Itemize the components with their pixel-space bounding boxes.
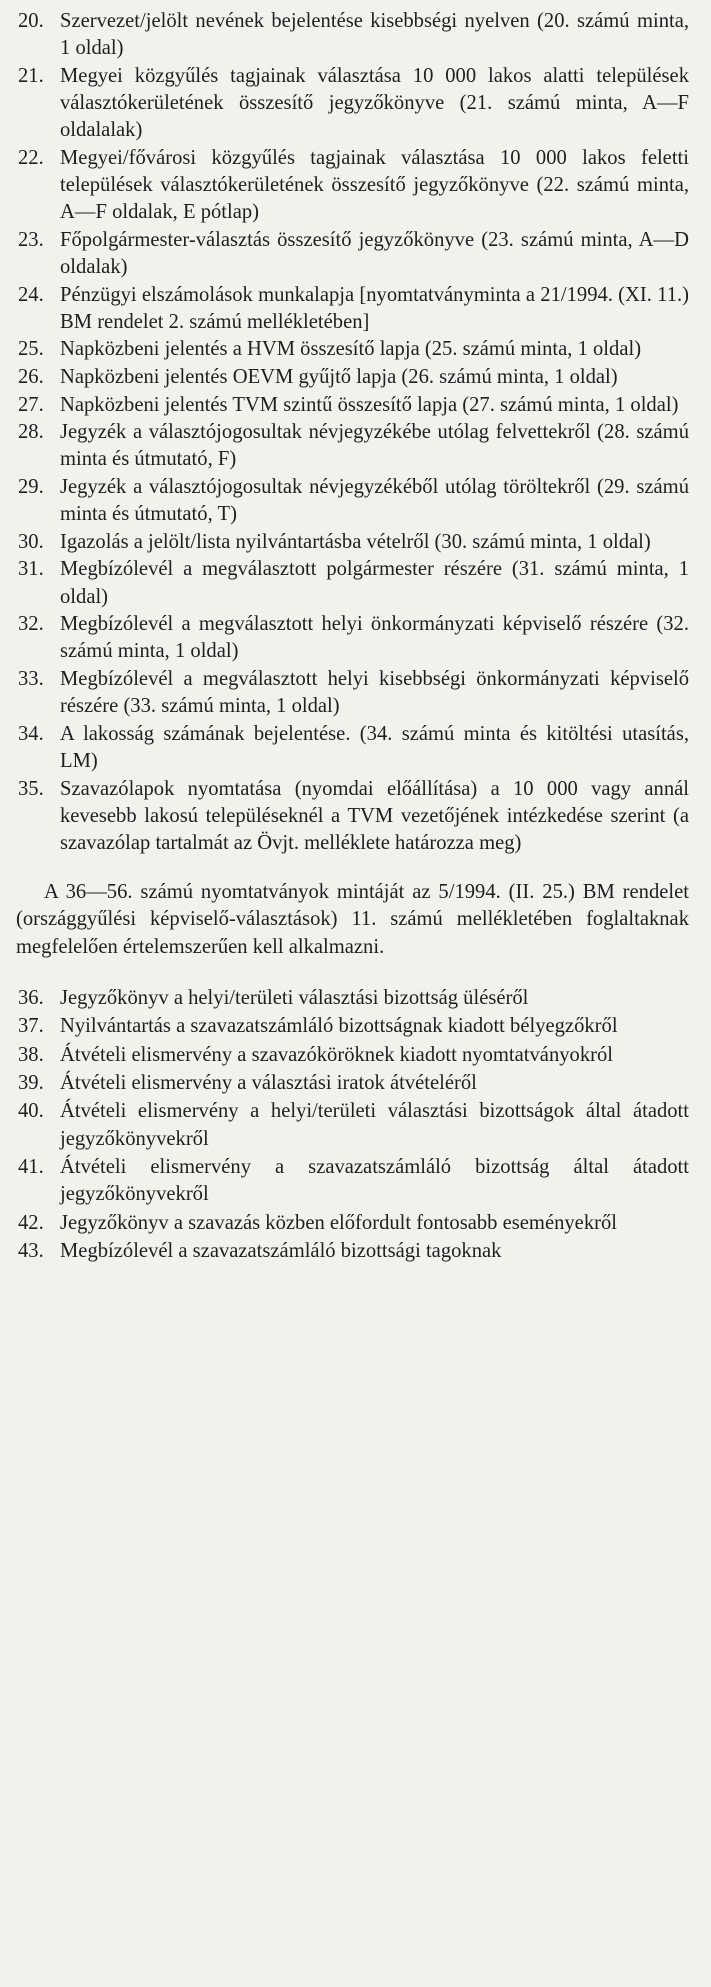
item-number: 28. <box>18 421 44 444</box>
item-text: Főpolgármester-választás összesítő jegyzőkönyve (23. számú minta, A—D oldalak) <box>60 228 689 278</box>
list-item <box>16 1238 689 1265</box>
item-text: Megbízólevél a megválasztott polgármester részére (31. számú minta, 1 oldal) <box>60 558 689 608</box>
item-number: 33. <box>18 667 44 690</box>
item-text: Megyei közgyűlés tagjainak választása 10 000 lakos alatti települések választókerületének összesítő jegyzőkönyve (21. számú minta, A—F oldalalak) <box>60 64 689 142</box>
item-text: Átvételi elismervény a választási iratok átvételéről <box>60 1071 477 1094</box>
item-text: A lakosság számának bejelentése. (34. számú minta és kitöltési utasítás, LM) <box>60 722 689 772</box>
item-text: Megyei/fővárosi közgyűlés tagjainak választása 10 000 lakos feletti települések választókerületének összesítő jegyzőkönyve (22. számú minta, A—F oldalak, E pótlap) <box>60 146 689 224</box>
list-item <box>16 1154 689 1208</box>
item-text: Megbízólevél a szavazatszámláló bizottsági tagoknak <box>60 1239 502 1262</box>
list-item <box>16 419 689 473</box>
item-text: Napközbeni jelentés TVM szintű összesítő lapja (27. számú minta, 1 oldal) <box>60 393 679 416</box>
list-item <box>16 776 689 858</box>
item-number: 20. <box>18 10 44 32</box>
list-item <box>16 145 689 227</box>
item-text: Szervezet/jelölt nevének bejelentése kisebbségi nyelven (20. számú minta, 1 oldal) <box>60 10 689 60</box>
list-item <box>16 364 689 391</box>
item-number: 31. <box>18 558 44 581</box>
item-number: 36. <box>18 986 44 1009</box>
item-text: Jegyzőkönyv a helyi/területi választási bizottság üléséről <box>60 986 529 1009</box>
list-item <box>16 63 689 145</box>
list-item <box>16 529 689 556</box>
item-number: 24. <box>18 283 44 306</box>
item-text: Átvételi elismervény a szavazóköröknek kiadott nyomtatványokról <box>60 1043 614 1066</box>
item-number: 25. <box>18 338 44 361</box>
list-item <box>16 721 689 775</box>
list-item <box>16 392 689 419</box>
item-number: 27. <box>18 393 44 416</box>
list-item <box>16 556 689 610</box>
list-item <box>16 985 689 1012</box>
item-text: Jegyzék a választójogosultak névjegyzékéből utólag töröltekről (29. számú minta és útmutató, T) <box>60 475 689 526</box>
item-text: Megbízólevél a megválasztott helyi önkormányzati képviselő részére (32. számú minta, 1 oldal) <box>60 613 689 663</box>
item-number: 30. <box>18 530 44 553</box>
item-number: 41. <box>18 1155 44 1178</box>
item-number: 42. <box>18 1211 44 1234</box>
list-item <box>16 1013 689 1040</box>
item-number: 26. <box>18 365 44 388</box>
item-number: 38. <box>18 1043 44 1066</box>
item-number: 39. <box>18 1071 44 1094</box>
item-number: 34. <box>18 722 44 745</box>
list-item <box>16 282 689 336</box>
item-number: 35. <box>18 777 44 800</box>
item-text: Jegyzék a választójogosultak névjegyzékébe utólag felvettekről (28. számú minta és útmutató, F) <box>60 421 689 471</box>
item-number: 22. <box>18 146 44 169</box>
body-paragraph: A 36—56. számú nyomtatványok mintáját az 5/1994. (II. 25.) BM rendelet (országgyűlési képviselő-választások) 11. számú mellékletében foglaltaknak megfelelően értelemszerűen kell alkalmazni. <box>16 881 689 958</box>
list-item <box>16 474 689 528</box>
item-number: 37. <box>18 1015 44 1038</box>
item-text: Megbízólevél a megválasztott helyi kisebbségi önkormányzati képviselő részére (33. számú minta, 1 oldal) <box>60 667 689 718</box>
item-text: Napközbeni jelentés OEVM gyűjtő lapja (26. számú minta, 1 oldal) <box>60 365 618 388</box>
form-list-b <box>16 985 689 1265</box>
list-item <box>16 1042 689 1069</box>
list-item <box>16 227 689 281</box>
item-text: Pénzügyi elszámolások munkalapja [nyomtatványminta a 21/1994. (XI. 11.) BM rendelet 2. számú mellékletében] <box>60 283 689 333</box>
item-number: 40. <box>18 1100 44 1123</box>
item-number: 21. <box>18 64 44 87</box>
item-number: 23. <box>18 228 44 251</box>
item-text: Igazolás a jelölt/lista nyilvántartásba vételről (30. számú minta, 1 oldal) <box>60 530 651 553</box>
list-item <box>16 8 689 62</box>
item-text: Jegyzőkönyv a szavazás közben előfordult fontosabb eseményekről <box>60 1211 617 1234</box>
item-number: 29. <box>18 475 44 498</box>
list-item <box>16 1070 689 1097</box>
form-list-a <box>16 8 689 857</box>
item-text: Szavazólapok nyomtatása (nyomdai előállítása) a 10 000 vagy annál kevesebb lakosú településeknél a TVM vezetőjének intézkedése szerint (a szavazólap tartalmát az Övjt. melléklete határozza meg) <box>60 777 689 854</box>
item-text: Átvételi elismervény a szavazatszámláló bizottság által átadott jegyzőkönyvekről <box>60 1155 689 1206</box>
list-item <box>16 611 689 665</box>
item-text: Átvételi elismervény a helyi/területi választási bizottságok által átadott jegyzőkönyvekről <box>60 1100 689 1150</box>
list-item <box>16 1210 689 1237</box>
item-number: 43. <box>18 1239 44 1262</box>
list-item <box>16 1098 689 1152</box>
list-item <box>16 666 689 720</box>
item-number: 32. <box>18 613 44 636</box>
list-item <box>16 336 689 363</box>
item-text: Nyilvántartás a szavazatszámláló bizottságnak kiadott bélyegzőkről <box>60 1015 618 1038</box>
item-text: Napközbeni jelentés a HVM összesítő lapja (25. számú minta, 1 oldal) <box>60 338 642 361</box>
